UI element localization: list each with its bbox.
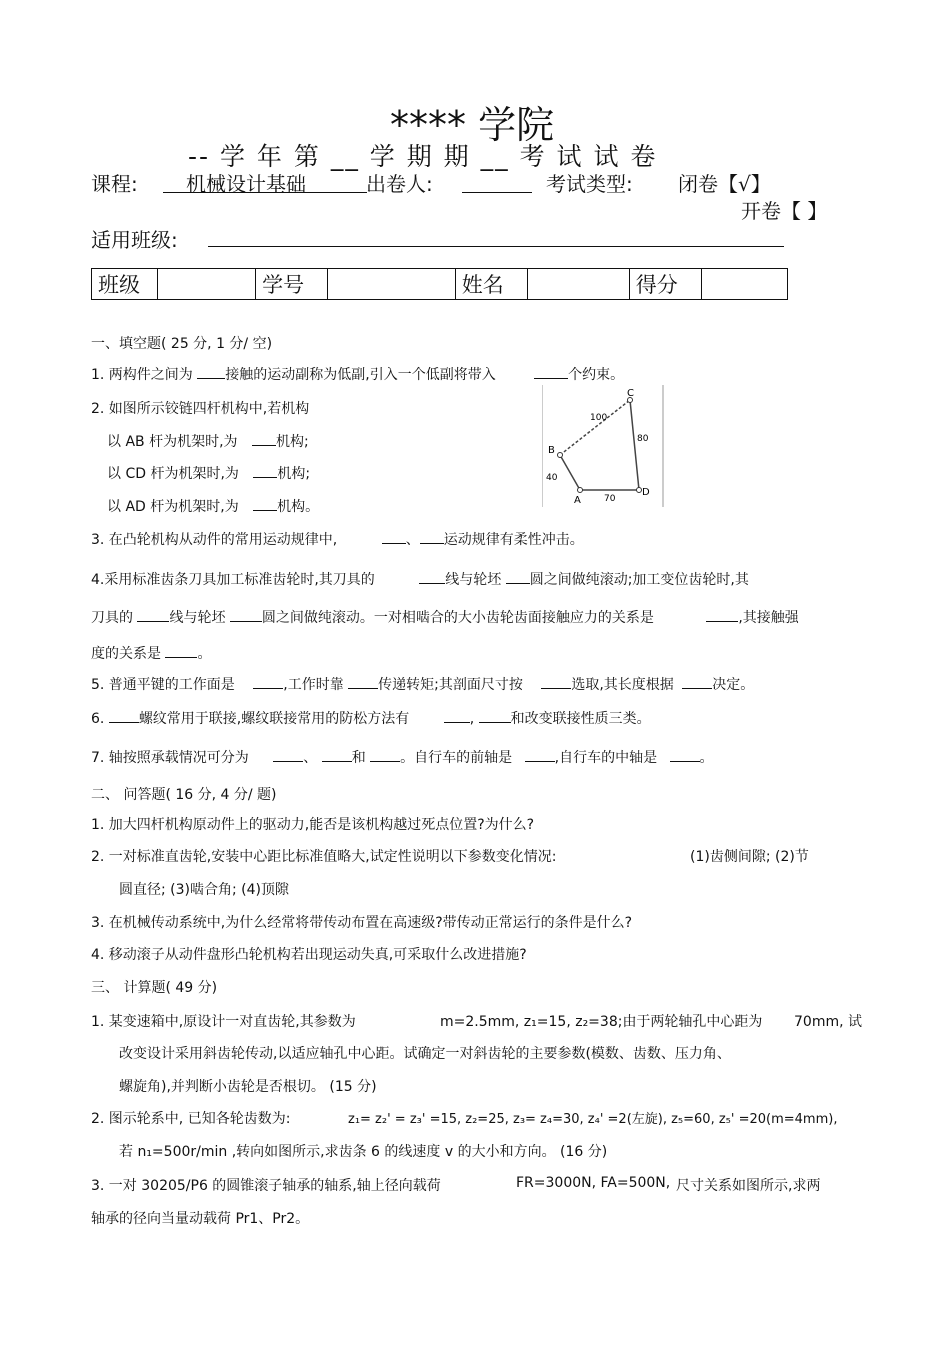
question-1-5: 5. 普通平键的工作面是 ,工作时靠 传递转矩;其剖面尺寸按 选取,其长度根据 决定。 (91, 674, 754, 694)
question-1-2: 2. 如图所示铰链四杆机构中,若机构 (91, 401, 310, 417)
question-3-2-teeth: z₁= z₂' = z₃' =15, z₂=25, z₃= z₄=30, z₄' =2(左旋), z₅=60, z₅' =20(m=4mm), (348, 1112, 838, 1127)
open-book-option: 开卷【 】 (741, 199, 828, 223)
question-1-7: 7. 轴按照承载情况可分为 、 和 。自行车的前轴是 ,自行车的中轴是 。 (91, 747, 714, 767)
question-2-2: 2. 一对标准直齿轮,安装中心距比标准值略大,试定性说明以下参数变化情况: (91, 849, 557, 865)
label-ab: 40 (546, 473, 558, 483)
class-label: 适用班级: (91, 228, 178, 252)
course-underline (163, 192, 367, 193)
question-3-3-cont: 轴承的径向当量动载荷 Pr1、Pr2。 (91, 1211, 310, 1227)
question-3-1-end: 螺旋角),并判断小齿轮是否根切。 (15 分) (119, 1079, 377, 1095)
question-3-3-loads: FR=3000N, FA=500N, (516, 1175, 671, 1191)
student-id-cell-value (328, 269, 455, 300)
question-1-4-end: 度的关系是 。 (91, 643, 211, 663)
question-1-4-cont: 刀具的 线与轮坯 圆之间做纯滚动。一对相啮合的大小齿轮齿面接触应力的关系是 ,其接触强 (91, 607, 799, 627)
label-bc: 100 (590, 413, 608, 423)
section1-title: 一、填空题( 25 分, 1 分/ 空) (91, 336, 273, 352)
question-2-3: 3. 在机械传动系统中,为什么经常将带传动布置在高速级?带传动正常运行的条件是什么? (91, 915, 633, 931)
question-2-4: 4. 移动滚子从动件盘形凸轮机构若出现运动失真,可采取什么改进措施? (91, 947, 527, 963)
label-a: A (574, 495, 581, 506)
label-cd: 80 (637, 434, 649, 444)
question-1-2c: 以 AD 杆为机架时,为 机构。 (107, 496, 319, 516)
score-cell-value (702, 269, 788, 300)
label-d: D (642, 487, 650, 498)
label-b: B (548, 445, 555, 456)
question-3-1-distance: 70mm, 试 (794, 1014, 862, 1030)
class-cell-label: 班级 (92, 269, 158, 300)
question-3-2-cont: 若 n₁=500r/min ,转向如图所示,求齿条 6 的线速度 v 的大小和方向。 (16 分) (119, 1144, 608, 1160)
question-3-1-cont: 改变设计采用斜齿轮传动,以适应轴孔中心距。试确定一对斜齿轮的主要参数(模数、齿数、压力角、 (119, 1046, 731, 1062)
course-name: 机械设计基础 (186, 172, 306, 196)
exam-type-label: 考试类型: (546, 172, 633, 196)
class-cell-value (158, 269, 256, 300)
question-1-6: 6. 螺纹常用于联接,螺纹联接常用的防松方法有 , 和改变联接性质三类。 (91, 708, 651, 728)
author-label: 出卷人: (366, 172, 433, 196)
question-3-3: 3. 一对 30205/P6 的圆锥滚子轴承的轴系,轴上径向载荷 (91, 1178, 441, 1194)
four-bar-linkage-figure (542, 385, 664, 507)
question-1-3: 3. 在凸轮机构从动件的常用运动规律中, 、 运动规律有柔性冲击。 (91, 529, 584, 549)
section3-title: 三、 计算题( 49 分) (91, 980, 218, 996)
question-3-1-params: m=2.5mm, z₁=15, z₂=38;由于两轮轴孔中心距为 (440, 1014, 763, 1030)
class-underline (208, 246, 784, 247)
label-ad: 70 (604, 494, 616, 504)
question-1-4: 4.采用标准齿条刀具加工标准齿轮时,其刀具的 线与轮坯 圆之间做纯滚动;加工变位齿轮时,其 (91, 569, 749, 589)
school-title: **** 学院 (390, 103, 555, 147)
exam-term-line: -- 学 年 第 __ 学 期 期 __ 考 试 试 卷 (188, 142, 658, 171)
student-info-table (91, 268, 788, 300)
question-2-2-items: (1)齿侧间隙; (2)节 (690, 849, 809, 865)
question-1-2a: 以 AB 杆为机架时,为 机构; (107, 431, 309, 451)
question-3-2: 2. 图示轮系中, 已知各轮齿数为: (91, 1111, 291, 1127)
question-3-1: 1. 某变速箱中,原设计一对直齿轮,其参数为 (91, 1014, 356, 1030)
course-label: 课程: (91, 172, 138, 196)
name-cell-label: 姓名 (455, 269, 527, 300)
author-underline (462, 192, 532, 193)
question-2-1: 1. 加大四杆机构原动件上的驱动力,能否是该机构越过死点位置?为什么? (91, 817, 535, 833)
score-cell-label: 得分 (629, 269, 701, 300)
question-1-1: 1. 两构件之间为 接触的运动副称为低副,引入一个低副将带入 个约束。 (91, 364, 624, 384)
student-id-cell-label: 学号 (256, 269, 328, 300)
label-c: C (627, 388, 634, 399)
name-cell-value (528, 269, 630, 300)
question-1-2b: 以 CD 杆为机架时,为 机构; (107, 463, 310, 483)
question-3-3-ask: 尺寸关系如图所示,求两 (676, 1178, 821, 1194)
section2-title: 二、 问答题( 16 分, 4 分/ 题) (91, 787, 277, 803)
question-2-2-cont: 圆直径; (3)啮合角; (4)顶隙 (119, 882, 289, 898)
closed-book-option: 闭卷【√】 (678, 172, 771, 196)
